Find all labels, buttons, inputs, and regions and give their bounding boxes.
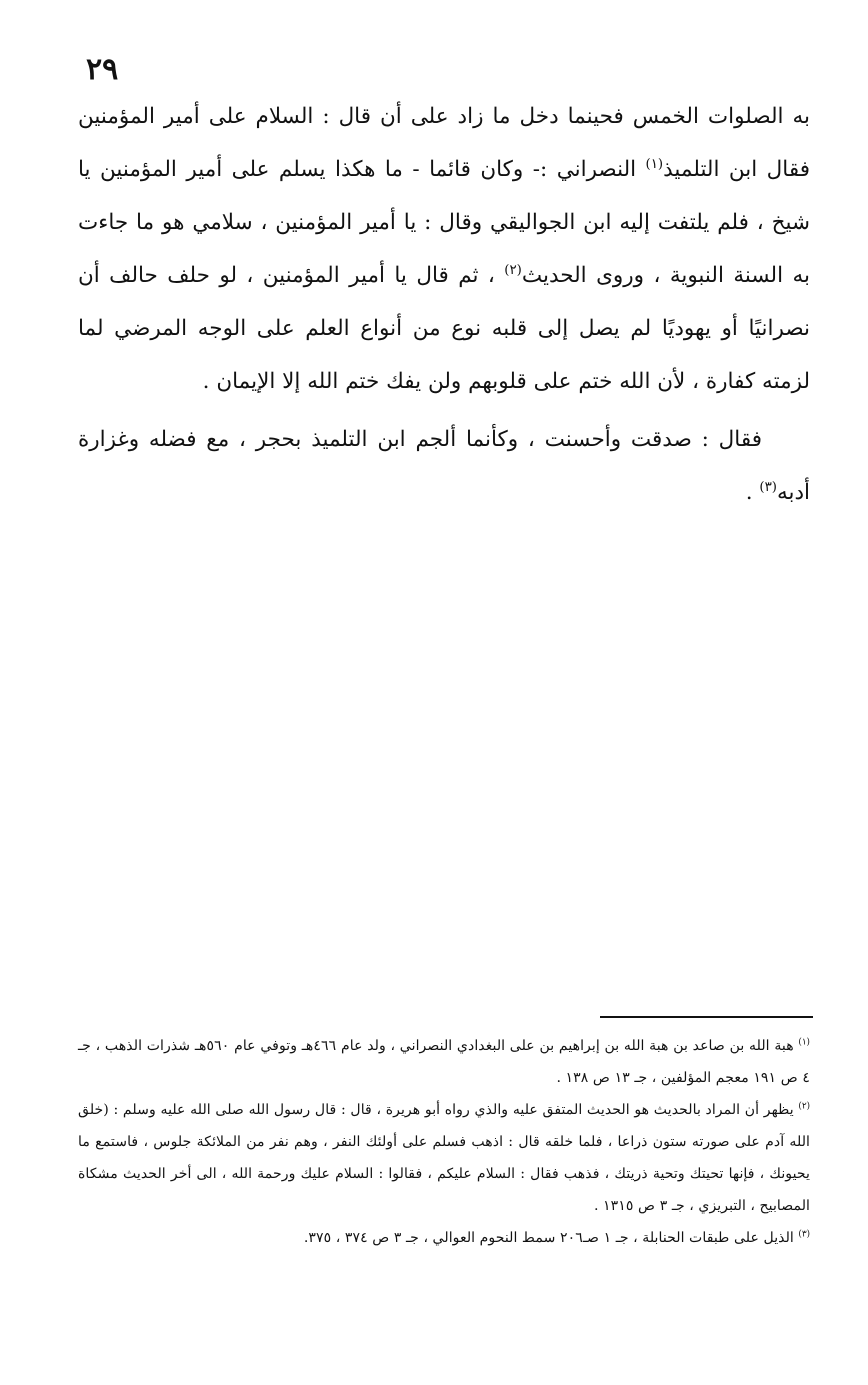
footnote-reference: (٣): [759, 479, 777, 495]
footnote-3: [78, 1222, 810, 1254]
main-text: [78, 90, 810, 519]
footnote-mark: (٣): [798, 1229, 810, 1240]
footnote-text: هبة الله بن صاعد بن هبة الله بن إبراهيم بن على البغدادي النصراني ، ولد عام ٤٦٦هـ وتوفي عام ٥٦٠هـ شذرات الذهب ، جـ ٤ ص ١٩١ معجم المؤلفين ، جـ ١٣ ص ١٣٨ .: [78, 1038, 810, 1086]
paragraph-text: ، ثم قال يا أمير المؤمنين ، لو حلف حالف أن نصرانيًا أو يهوديًا لم يصل إلى قلبه نوع من أنواع العلم على الوجه المرضي لما لزمته كفارة ، لأن الله ختم على قلوبهم ولن يفك ختم الله إلا الإيمان .: [78, 263, 810, 394]
footnote-1: [78, 1030, 810, 1094]
paragraph-text: النصراني :- وكان قائما - ما هكذا يسلم على أمير المؤمنين يا شيخ ، فلم يلتفت إليه ابن الجواليقي وقال : يا أمير المؤمنين ، سلامي هو ما جاءت به السنة النبوية ، وروى الحديث: [78, 157, 811, 288]
footnotes: [78, 1030, 810, 1254]
paragraph-1: [78, 90, 810, 408]
footnote-divider: [600, 1016, 813, 1018]
footnote-2: [78, 1094, 810, 1222]
paragraph-text: به الصلوات الخمس فحينما دخل ما زاد على أن قال : السلام على أمير المؤمنين فقال ابن التلميذ: [78, 104, 810, 182]
footnote-reference: (٢): [504, 262, 522, 278]
footnote-text: الذيل على طبقات الحنابلة ، جـ ١ صـ٢٠٦ سمط النحوم العوالي ، جـ ٣ ص ٣٧٤ ، ٣٧٥.: [303, 1230, 799, 1246]
footnote-reference: (١): [645, 156, 664, 172]
paragraph-2: [78, 413, 810, 519]
footnote-mark: (١): [798, 1037, 810, 1048]
footnote-mark: (٢): [798, 1101, 810, 1112]
paragraph-text: .: [745, 480, 760, 505]
paragraph-text: فقال : صدقت وأحسنت ، وكأنما ألجم ابن التلميذ بحجر ، مع فضله وغزارة أدبه: [78, 427, 810, 505]
footnote-text: يظهر أن المراد بالحديث هو الحديث المتفق عليه والذي رواه أبو هريرة ، قال : قال رسول الله صلى الله عليه وسلم : (خلق الله آدم على صورته ستون ذراعا ، فلما خلقه قال : اذهب فسلم على أولئك النفر ، وهم نفر من الملائكة جلوس ، فاستمع ما يحيونك ، فإنها تحيتك وتحية ذريتك ، فذهب فقال : السلام عليكم ، فقالوا : السلام عليك ورحمة الله ، الى أخر الحديث مشكاة المصابيح ، التبريزي ، جـ ٣ ص ١٣١٥ .: [78, 1102, 810, 1214]
page-number: ٢٩: [86, 52, 119, 87]
